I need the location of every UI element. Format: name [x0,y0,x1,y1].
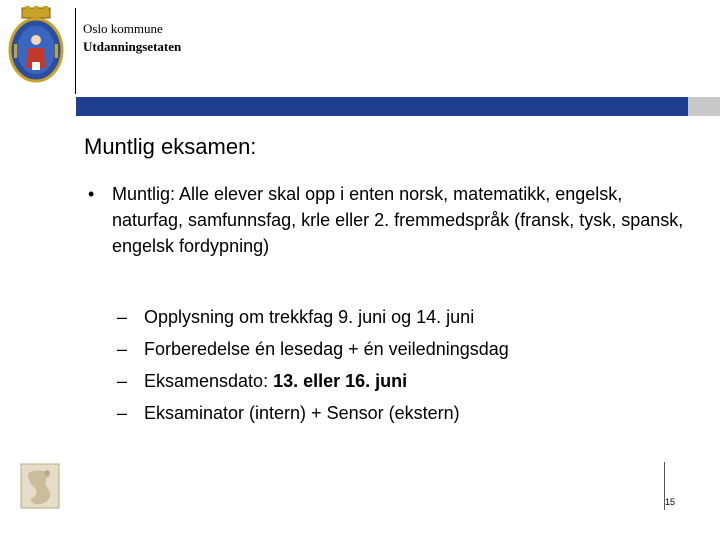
sub-item-text: Eksaminator (intern) + Sensor (ekstern) [144,403,460,423]
bullet-symbol: • [88,184,95,204]
bullet-item [88,181,698,259]
org-line-2: Utdanningsetaten [83,39,182,54]
sub-item-text: Opplysning om trekkfag 9. juni og 14. juni [144,307,475,327]
sub-item [117,365,509,397]
dash-symbol: – [117,403,128,423]
organization-name [83,20,181,56]
dash-symbol: – [117,307,128,327]
dash-symbol: – [117,339,128,359]
page-number: 15 [665,497,676,507]
sub-item [117,301,509,333]
oslo-coat-of-arms-logo [8,6,64,84]
sub-item-prefix: Eksamensdato: [144,371,274,391]
sub-item-bold-text: 13. eller 16. juni [273,371,408,391]
bullet-text: Muntlig: Alle elever skal opp i enten norsk, matematikk, engelsk, naturfag, samfunnsfag, krle eller 2. fremmedspråk (fransk, tysk, spansk, engelsk fordypning) [112,184,684,256]
org-line-1: Oslo kommune [83,21,163,36]
header-divider [75,8,76,94]
decorative-emblem-icon [20,463,60,509]
sub-item [117,397,509,429]
sub-item-text: Forberedelse én lesedag + én veiledningsdag [144,339,509,359]
header-band [76,97,688,116]
dash-symbol: – [117,371,128,391]
sub-item [117,333,509,365]
header-band-end [688,97,720,116]
slide-title: Muntlig eksamen: [84,134,257,159]
sub-list [117,301,509,429]
